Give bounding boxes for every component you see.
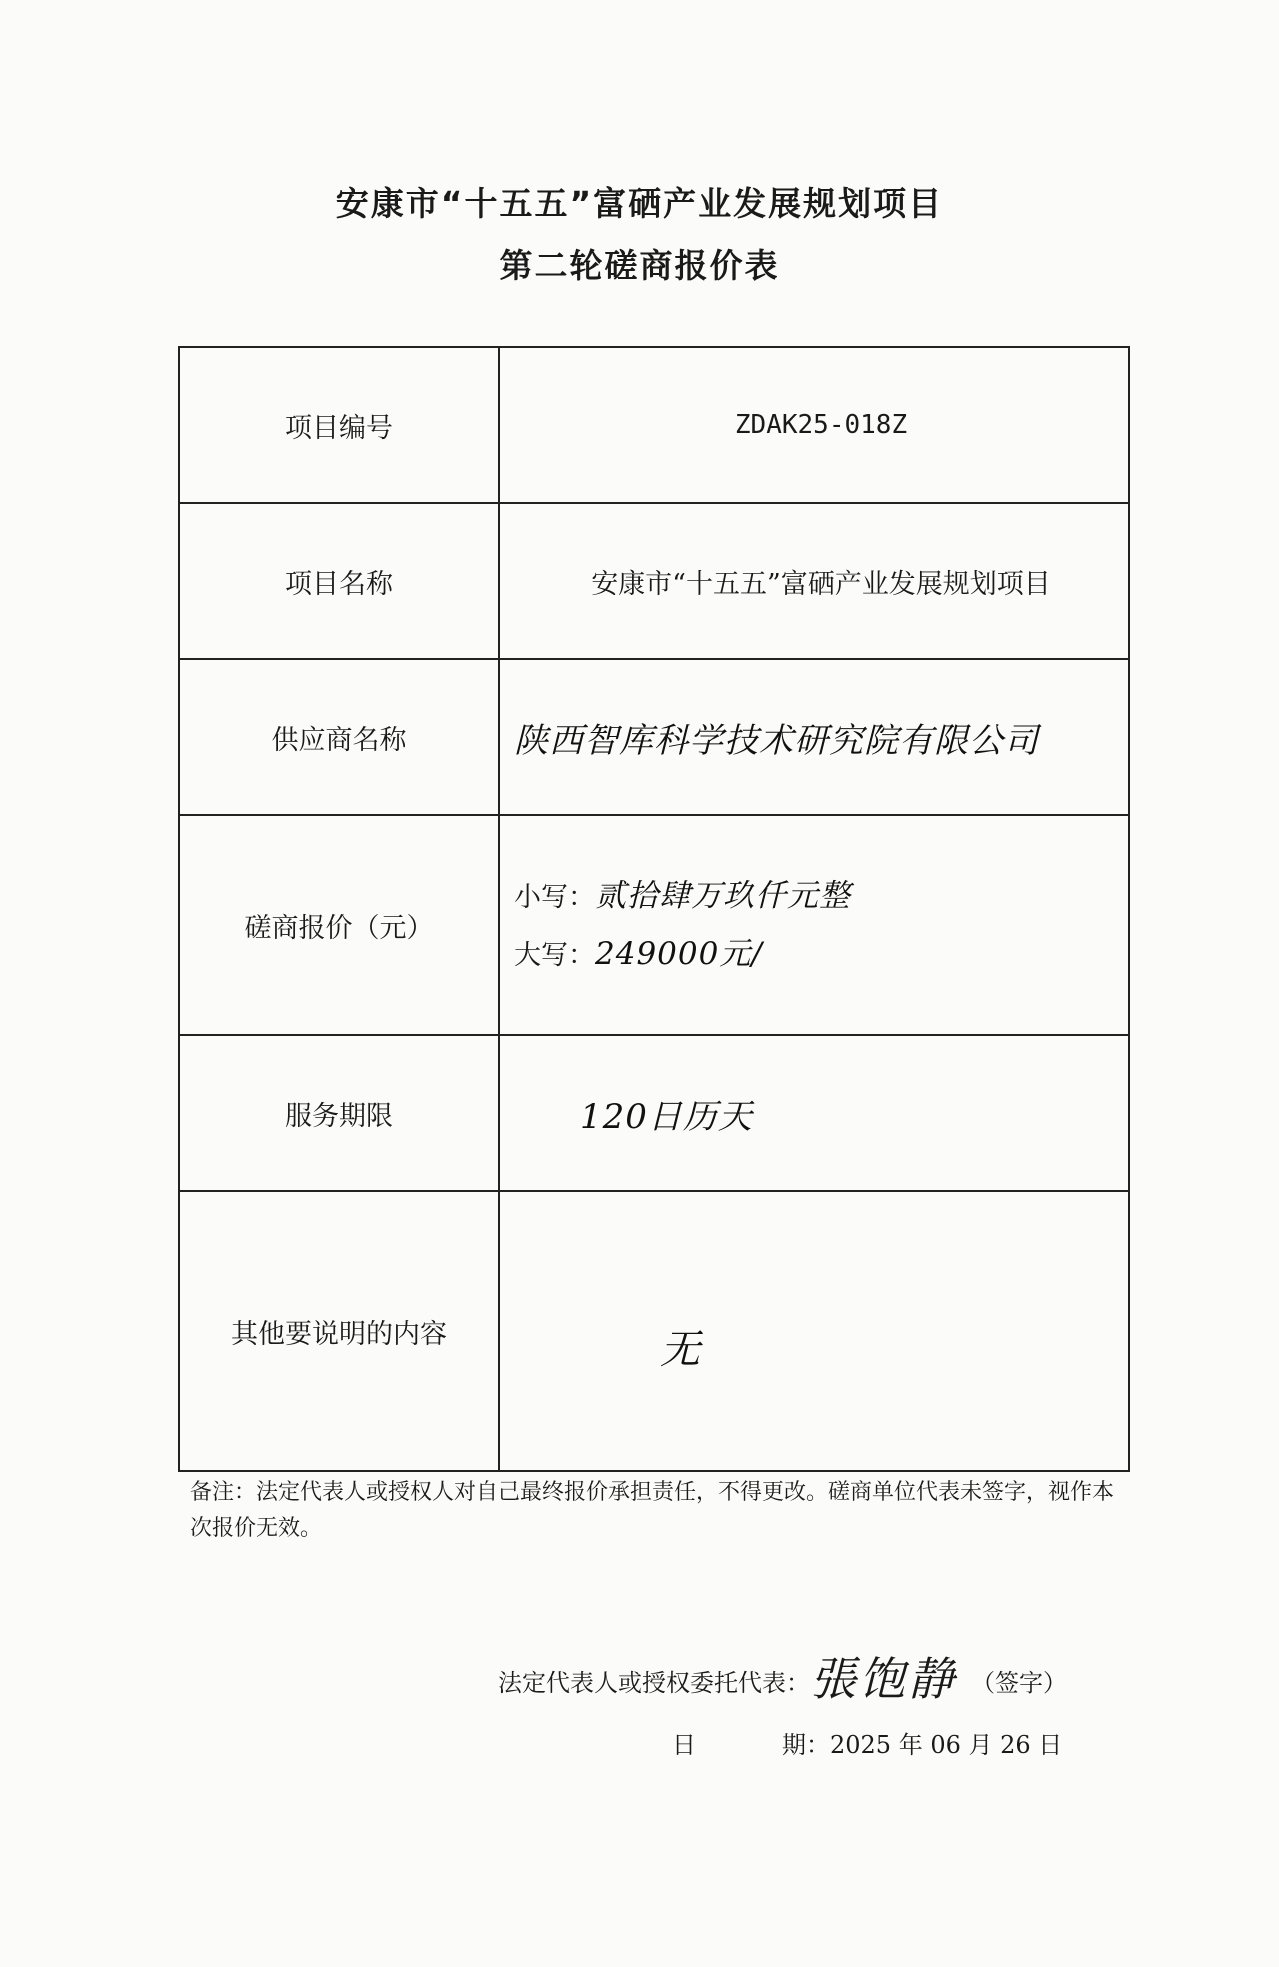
other-label: 其他要说明的内容 — [179, 1191, 499, 1471]
table-row-supplier — [179, 659, 1129, 815]
date-label-char1: 日 — [672, 1731, 696, 1759]
table-row-other — [179, 1191, 1129, 1471]
date-label-char2: 期： — [782, 1731, 830, 1759]
price-big-value: 249000元/ — [595, 936, 763, 972]
supplier-cell — [499, 659, 1129, 815]
table-row-service-period — [179, 1035, 1129, 1191]
document-title: 安康市“十五五”富硒产业发展规划项目 — [335, 184, 944, 223]
signature-label: 法定代表人或授权委托代表： — [498, 1669, 810, 1697]
price-small-value: 贰拾肆万玖仟元整 — [595, 878, 851, 914]
price-label: 磋商报价（元） — [179, 815, 499, 1035]
table-row-project-no — [179, 347, 1129, 503]
project-name-value: 安康市“十五五”富硒产业发展规划项目 — [499, 503, 1129, 659]
remark-note: 备注：法定代表人或授权人对自己最终报价承担责任，不得更改。磋商单位代表未签字，视作本次报价无效。 — [190, 1480, 1115, 1541]
quote-table — [178, 346, 1130, 1472]
date-value: 2025 年 06 月 26 日 — [830, 1731, 1063, 1759]
signature-suffix: （签字） — [971, 1669, 1067, 1697]
table-row-project-name — [179, 503, 1129, 659]
other-cell — [499, 1191, 1129, 1471]
project-name-label: 项目名称 — [179, 503, 499, 659]
price-small-line — [514, 867, 1128, 925]
price-big-line — [514, 925, 1128, 983]
service-period-cell — [499, 1035, 1129, 1191]
other-value: 无 — [660, 1326, 701, 1373]
price-big-prefix: 大写： — [514, 940, 595, 971]
service-period-value: 120日历天 — [580, 1096, 753, 1137]
price-small-prefix: 小写： — [514, 882, 595, 913]
price-cell — [499, 815, 1129, 1035]
date-line — [672, 1725, 1062, 1760]
service-period-label: 服务期限 — [179, 1035, 499, 1191]
table-row-price — [179, 815, 1129, 1035]
signature-handwriting: 張饱静 — [810, 1652, 957, 1706]
supplier-value: 陕西智库科学技术研究院有限公司 — [514, 720, 1039, 761]
document-subtitle: 第二轮磋商报价表 — [499, 246, 780, 285]
project-no-label: 项目编号 — [179, 347, 499, 503]
supplier-label: 供应商名称 — [179, 659, 499, 815]
project-no-value: ZDAK25-018Z — [499, 347, 1129, 503]
signature-line — [498, 1643, 1067, 1709]
